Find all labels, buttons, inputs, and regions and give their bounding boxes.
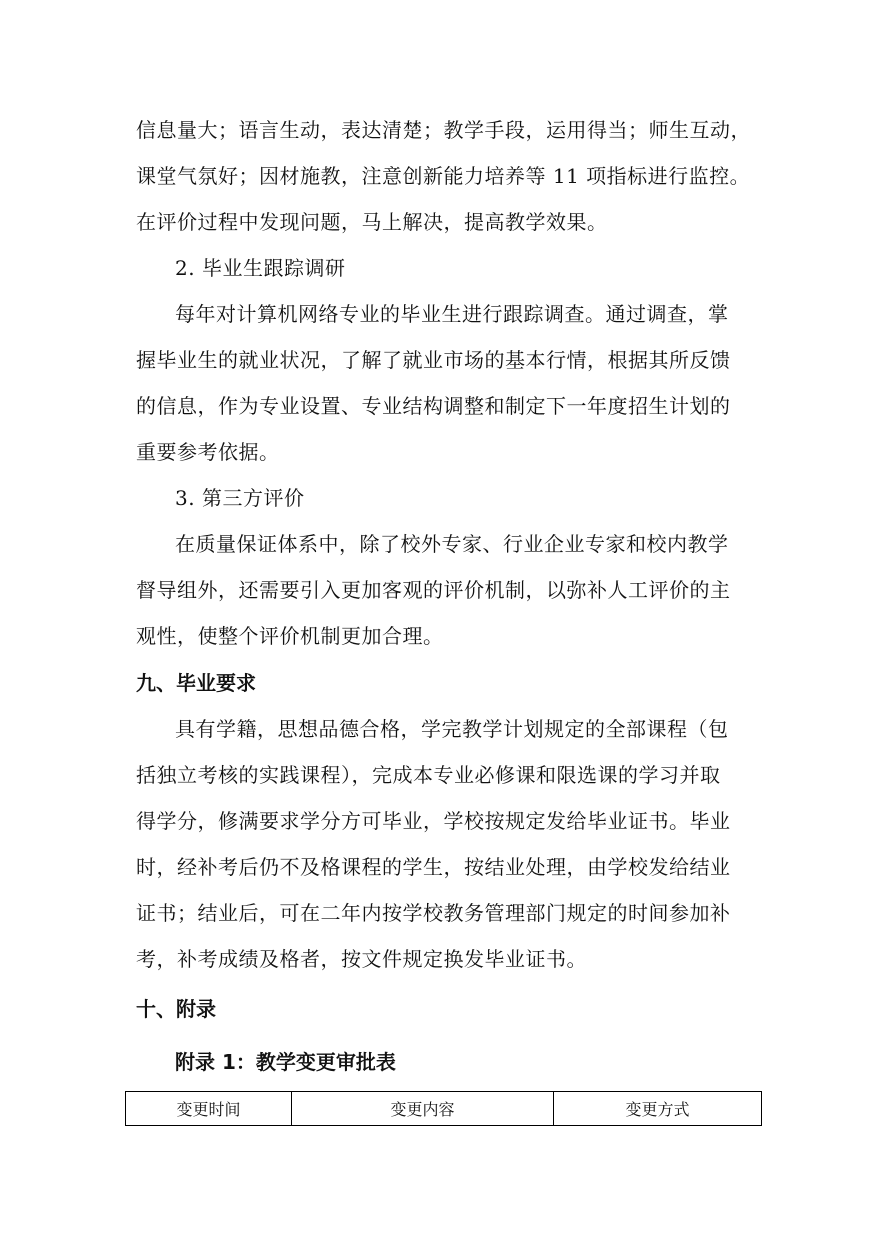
monitoring-line-2: 课堂气氛好；因材施教，注意创新能力培养等 11 项指标进行监控。 [136, 164, 751, 188]
header-change-time: 变更时间 [126, 1092, 292, 1126]
tracking-line-1: 每年对计算机网络专业的毕业生进行跟踪调查。通过调查，掌 [175, 302, 729, 326]
graduation-line-1: 具有学籍，思想品德合格，学完教学计划规定的全部课程（包 [175, 717, 729, 741]
third-party-line-1: 在质量保证体系中，除了校外专家、行业企业专家和校内教学 [175, 532, 729, 556]
graduation-line-3: 得学分，修满要求学分方可毕业，学校按规定发给毕业证书。毕业 [136, 809, 731, 833]
header-change-method: 变更方式 [554, 1092, 762, 1126]
section-10-heading: 十、附录 [136, 997, 216, 1021]
graduation-line-4: 时，经补考后仍不及格课程的学生，按结业处理，由学校发给结业 [136, 855, 731, 879]
graduation-line-2: 括独立考核的实践课程），完成本专业必修课和限选课的学习并取 [136, 763, 721, 787]
monitoring-line-1: 信息量大；语言生动，表达清楚；教学手段，运用得当；师生互动， [136, 118, 751, 142]
third-party-line-3: 观性，使整个评价机制更加合理。 [136, 624, 444, 648]
third-party-subtitle: 3. 第三方评价 [175, 486, 305, 510]
tracking-line-2: 握毕业生的就业状况，了解了就业市场的基本行情，根据其所反馈 [136, 348, 731, 372]
graduation-line-6: 考，补考成绩及格者，按文件规定换发毕业证书。 [136, 947, 587, 971]
appendix-1-title: 附录 1：教学变更审批表 [175, 1050, 396, 1074]
graduation-line-5: 证书；结业后，可在二年内按学校教务管理部门规定的时间参加补 [136, 901, 731, 925]
monitoring-line-3: 在评价过程中发现问题，马上解决，提高教学效果。 [136, 210, 608, 234]
header-change-content: 变更内容 [292, 1092, 554, 1126]
tracking-line-3: 的信息，作为专业设置、专业结构调整和制定下一年度招生计划的 [136, 394, 731, 418]
tracking-line-4: 重要参考依据。 [136, 440, 280, 464]
section-9-heading: 九、毕业要求 [136, 671, 256, 695]
third-party-line-2: 督导组外，还需要引入更加客观的评价机制，以弥补人工评价的主 [136, 578, 731, 602]
tracking-subtitle: 2. 毕业生跟踪调研 [175, 256, 346, 280]
table-header-row [126, 1092, 762, 1126]
change-approval-table [125, 1091, 762, 1126]
